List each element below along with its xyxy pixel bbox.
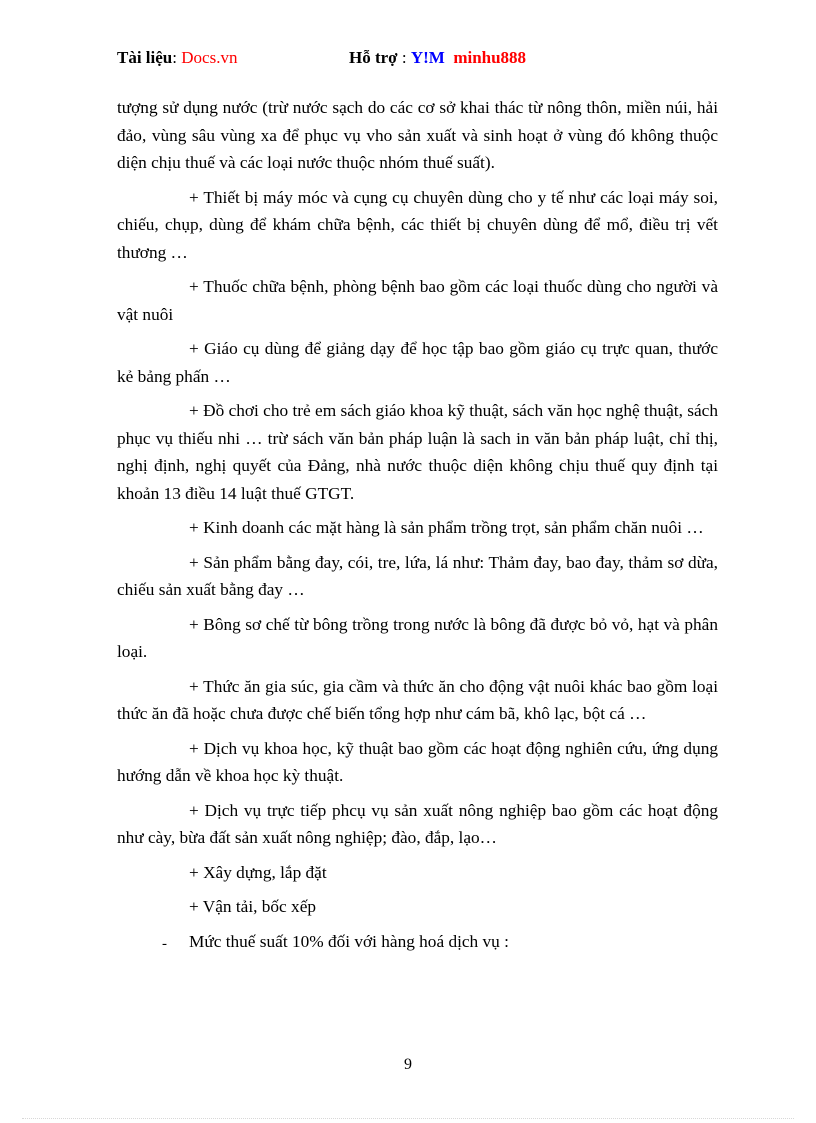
docs-label: Tài liệu bbox=[117, 48, 173, 67]
support-username[interactable]: minhu888 bbox=[453, 48, 527, 67]
support-label: Hỗ trợ bbox=[349, 48, 398, 67]
bullet-dash: - bbox=[162, 935, 167, 952]
tax-rate-heading: Mức thuế suất 10% đối với hàng hoá dịch vụ : bbox=[189, 931, 509, 951]
ym-label: Y!M bbox=[410, 48, 445, 67]
page-number: 9 bbox=[404, 1056, 412, 1073]
list-item-medicine: + Thuốc chữa bệnh, phòng bệnh bao gồm các loại thuốc dùng cho người và vật nuôi bbox=[117, 277, 718, 324]
tax-rate-bullet bbox=[117, 928, 718, 956]
list-item-science-services: + Dịch vụ khoa học, kỹ thuật bao gồm các hoạt động nghiên cứu, ứng dụng hướng dẫn về khoa học kỳ thuật. bbox=[117, 738, 718, 785]
list-item-cotton: + Bông sơ chế từ bông trồng trong nước là bông đã được bỏ vỏ, hạt và phân loại. bbox=[117, 614, 718, 661]
list-item-jute-products: + Sản phẩm bằng đay, cói, tre, lứa, lá như: Thảm đay, bao đay, thảm sơ dừa, chiếu sản xuất bằng đay … bbox=[117, 552, 718, 599]
paragraph-continuation: tượng sử dụng nước (trừ nước sạch do các cơ sở khai thác từ nông thôn, miền núi, hải đảo, vùng sâu vùng xa để phục vụ vho sản xuất và sinh hoạt ở vùng đó không thuộc diện chịu thuế và các loại nước thuộc nhóm thuế suất). bbox=[117, 98, 718, 172]
list-item-animal-feed: + Thức ăn gia súc, gia cầm và thức ăn cho động vật nuôi khác bao gồm loại thức ăn đã hoặc chưa được chế biến tổng hợp như cám bã, khô lạc, bột cá … bbox=[117, 676, 718, 723]
document-body bbox=[117, 94, 718, 955]
docs-separator: : bbox=[172, 48, 182, 67]
list-item-toys-books: + Đồ chơi cho trẻ em sách giáo khoa kỹ thuật, sách văn học nghệ thuật, sách phục vụ thiếu nhi … trừ sách văn bản pháp luận là sach in văn bản pháp luật, chỉ thị, nghị định, nghị quyết của Đảng, nhà nước thuộc diện không chịu thuế quy định tại khoản 13 điều 14 luật thuế GTGT. bbox=[117, 401, 718, 503]
list-item-medical-equipment: + Thiết bị máy móc và cụng cụ chuyên dùng cho y tế như các loại máy soi, chiếu, chụp, dùng để khám chữa bệnh, các thiết bị chuyên dùng để mổ, điều trị vết thương … bbox=[117, 187, 718, 262]
list-item-agri-services: + Dịch vụ trực tiếp phcụ vụ sản xuất nông nghiệp bao gồm các hoạt động như cày, bừa đất sản xuất nông nghiệp; đào, đắp, lạo… bbox=[117, 800, 718, 847]
document-header bbox=[117, 48, 717, 72]
list-item-transport: + Vận tải, bốc xếp bbox=[189, 897, 317, 916]
docs-site-link[interactable]: Docs.vn bbox=[181, 48, 238, 67]
list-item-agriculture-products: + Kinh doanh các mặt hàng là sản phẩm trồng trọt, sản phẩm chăn nuôi … bbox=[189, 518, 704, 537]
list-item-teaching-tools: + Giáo cụ dùng để giảng dạy để học tập bao gồm giáo cụ trực quan, thước kẻ bảng phấn … bbox=[117, 339, 718, 386]
page-bottom-divider bbox=[22, 1118, 794, 1119]
list-item-construction: + Xây dựng, lắp đặt bbox=[189, 862, 327, 882]
support-info bbox=[349, 48, 526, 68]
docs-source bbox=[117, 48, 237, 68]
support-separator: : bbox=[397, 48, 411, 67]
